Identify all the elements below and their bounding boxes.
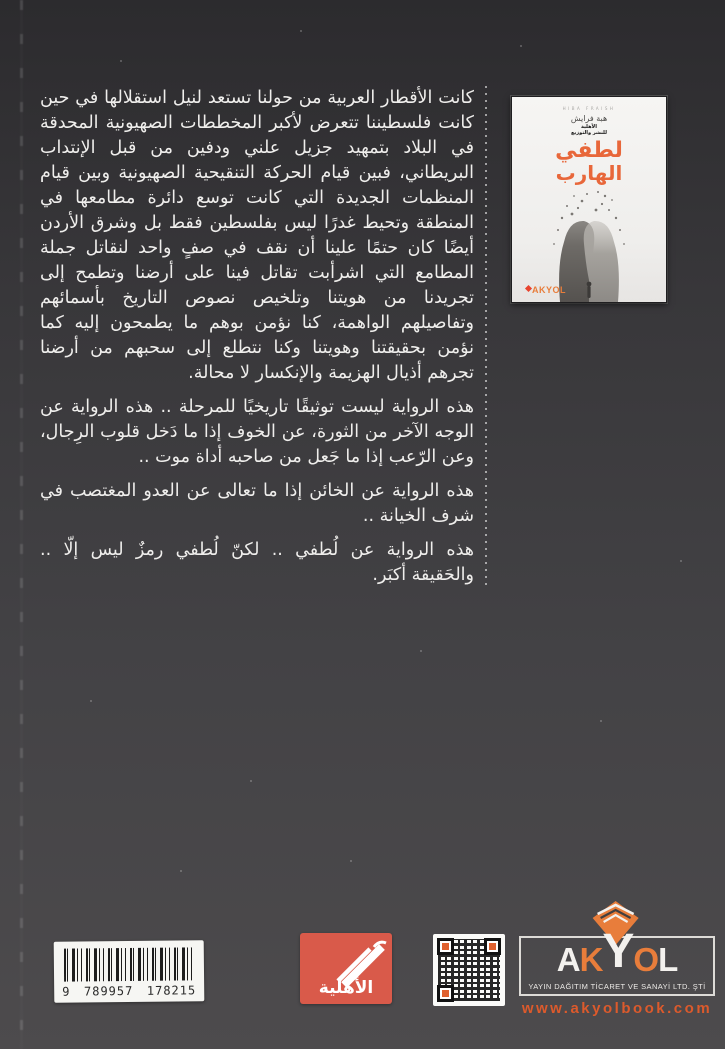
back-cover-blurb <box>40 86 474 597</box>
thumbnail-author: هبة فرايش <box>570 114 608 123</box>
thumbnail-title-line2: الهارب <box>555 161 623 185</box>
qr-finder-top-left <box>437 938 454 955</box>
blurb-paragraph-1: كانت الأقطار العربية من حولنا تستعد لنيل استقلالها في حين كانت فلسطيننا تتعرض لأكبر المخططات الصهيونية المحدقة في البلاد بتمهيد جزيل علني ودفين من قبل الإنتداب البريطاني، فبين قيام الحركة التنقيحية الصهيونية وبين قيام المنظمات الجديدة التي كانت توسع دائرة مطامعها في المنطقة وتحيط غدرًا ليس بفلسطين فقط بل وشرق الأردن أيضًا كان حتمًا علينا أن نقف في صفٍ واحد لنقاتل جملة المطامع التي اشرأبت تقاتل فينا على أرضنا وتطمح إلى تجريدنا من هويتنا وتلخيص نصوص التاريخ بأسمائهم وتفاصيلهم الواهمة، كنا نؤمن بوهم ما يطمحون إليه كما نؤمن بحقيقتنا وهويتنا وكنا نتطلع إلى سحبهم من أرضنا تجرهم أذيال الهزيمة والإنكسار لا محالة. <box>40 88 474 383</box>
thumbnail-latin-author: HIBA FRAISH <box>562 106 616 111</box>
akyol-wordmark: A K Y O L <box>556 925 678 978</box>
ahlia-publisher-logo <box>300 933 392 1004</box>
akyol-website: www.akyolbook.com <box>521 1000 713 1017</box>
qr-code <box>433 934 505 1006</box>
svg-text:الأهلية: الأهلية <box>318 978 374 998</box>
akyol-logo-box <box>519 925 715 996</box>
spine-crease <box>20 0 23 1049</box>
dotted-separator <box>485 86 487 586</box>
thumbnail-akyol-logo: AKYOL <box>526 285 566 295</box>
thumbnail-imprint-mark: الأهلية للنشر والتوزيع <box>571 124 607 136</box>
blurb-paragraph-3: هذه الرواية عن الخائن إذا ما تعالى عن العدو المغتصب في شرف الخيانة .. <box>40 481 474 526</box>
akyol-subtitle: YAYIN DAĞITIM TİCARET VE SANAYİ LTD. ŞTİ <box>528 982 706 991</box>
isbn-barcode <box>54 940 205 1003</box>
ahlia-calligraphy-icon <box>300 933 392 1004</box>
qr-finder-top-right <box>484 938 501 955</box>
isbn-number: 9 789957 178215 <box>62 983 197 999</box>
barcode-bars-icon <box>64 947 194 981</box>
blurb-paragraph-4: هذه الرواية عن لُطفي .. لكنّ لُطفي رمزٌ ليس إلّا .. والحَقيقة أكبَر. <box>40 540 474 585</box>
front-cover-thumbnail <box>511 96 667 303</box>
blurb-paragraph-2: هذه الرواية ليست توثيقًا تاريخيًا للمرحلة .. هذه الرواية عن الوجه الآخر من الثورة، عن الخوف إذا ما دَخل قلوب الرِجال، وعن الرّعب إذا ما جَعل من صاحبه أداة موت .. <box>40 397 474 467</box>
thumbnail-title-line1: لطفي <box>555 138 623 163</box>
qr-finder-bottom-left <box>437 985 454 1002</box>
